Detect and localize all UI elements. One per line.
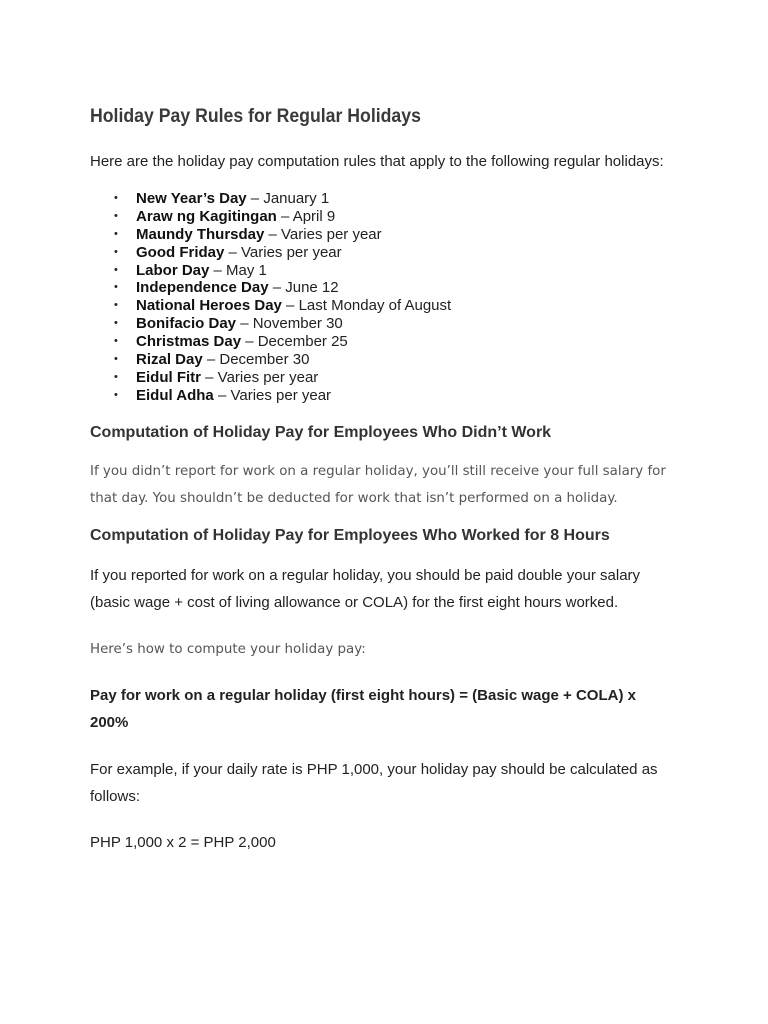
bullet-icon: • xyxy=(114,245,118,258)
intro-paragraph: Here are the holiday pay computation rules that apply to the following regular holidays: xyxy=(90,153,664,170)
list-item xyxy=(90,208,451,226)
list-item xyxy=(90,190,451,208)
holiday-date: – December 30 xyxy=(202,351,310,369)
list-item xyxy=(90,315,451,333)
holiday-date: – November 30 xyxy=(236,315,343,333)
list-item xyxy=(90,279,451,297)
calculation-paragraph: PHP 1,000 x 2 = PHP 2,000 xyxy=(90,834,276,851)
list-item xyxy=(90,244,451,262)
holiday-name: Good Friday xyxy=(136,243,225,261)
bullet-icon: • xyxy=(114,299,118,312)
bullet-icon: • xyxy=(114,209,118,222)
howto-paragraph: Here’s how to compute your holiday pay: xyxy=(90,642,366,657)
holiday-date: – Varies per year xyxy=(201,368,319,386)
bullet-icon: • xyxy=(114,192,118,204)
bullet-icon: • xyxy=(114,388,118,401)
holiday-date: – May 1 xyxy=(209,261,267,279)
list-item xyxy=(90,387,451,405)
bullet-icon: • xyxy=(114,227,118,240)
list-item xyxy=(90,262,451,280)
holiday-name: Araw ng Kagitingan xyxy=(136,207,277,225)
bullet-icon: • xyxy=(114,263,118,276)
list-item xyxy=(90,369,451,387)
bullet-icon: • xyxy=(114,317,118,330)
bullet-icon: • xyxy=(114,335,118,348)
list-item xyxy=(90,351,451,369)
worked-paragraph: If you reported for work on a regular holiday, you should be paid double your salary (basic wage + cost of living allowance or COLA) for the first eight hours worked. xyxy=(90,567,641,611)
holiday-name: New Year’s Day xyxy=(136,190,247,207)
bullet-icon: • xyxy=(114,353,118,366)
formula-paragraph: Pay for work on a regular holiday (first eight hours) = (Basic wage + COLA) x 200% xyxy=(90,687,636,731)
page-title: Holiday Pay Rules for Regular Holidays xyxy=(90,106,421,127)
holiday-date: – Last Monday of August xyxy=(281,297,452,315)
holiday-name: Bonifacio Day xyxy=(136,315,237,333)
holiday-name: Rizal Day xyxy=(136,351,203,369)
holiday-name: Christmas Day xyxy=(136,333,242,351)
bullet-icon: • xyxy=(114,370,118,383)
example-paragraph: For example, if your daily rate is PHP 1,000, your holiday pay should be calculated as follows: xyxy=(90,761,658,805)
holiday-date: – Varies per year xyxy=(224,243,342,261)
holiday-list xyxy=(90,190,451,405)
holiday-name: Independence Day xyxy=(136,279,269,297)
bullet-icon: • xyxy=(114,281,118,294)
holiday-date: – Varies per year xyxy=(213,386,332,404)
section-heading-didnt-work: Computation of Holiday Pay for Employees Who Didn’t Work xyxy=(90,424,552,441)
holiday-name: Maundy Thursday xyxy=(136,225,265,243)
holiday-name: Eidul Fitr xyxy=(136,368,201,386)
list-item xyxy=(90,297,451,315)
list-item xyxy=(90,226,451,244)
holiday-date: – January 1 xyxy=(246,190,330,207)
holiday-name: Labor Day xyxy=(136,261,210,279)
holiday-date: – Varies per year xyxy=(264,225,382,243)
holiday-name: National Heroes Day xyxy=(136,297,282,315)
holiday-date: – April 9 xyxy=(276,207,336,225)
holiday-date: – June 12 xyxy=(268,279,339,297)
list-item xyxy=(90,333,451,351)
holiday-name: Eidul Adha xyxy=(136,386,214,404)
didnt-work-paragraph: If you didn’t report for work on a regular holiday, you’ll still receive your full salary for that day. You shouldn’t be deducted for work that isn’t performed on a holiday. xyxy=(90,464,666,506)
holiday-date: – December 25 xyxy=(241,333,348,351)
section-heading-worked: Computation of Holiday Pay for Employees Who Worked for 8 Hours xyxy=(90,527,610,544)
